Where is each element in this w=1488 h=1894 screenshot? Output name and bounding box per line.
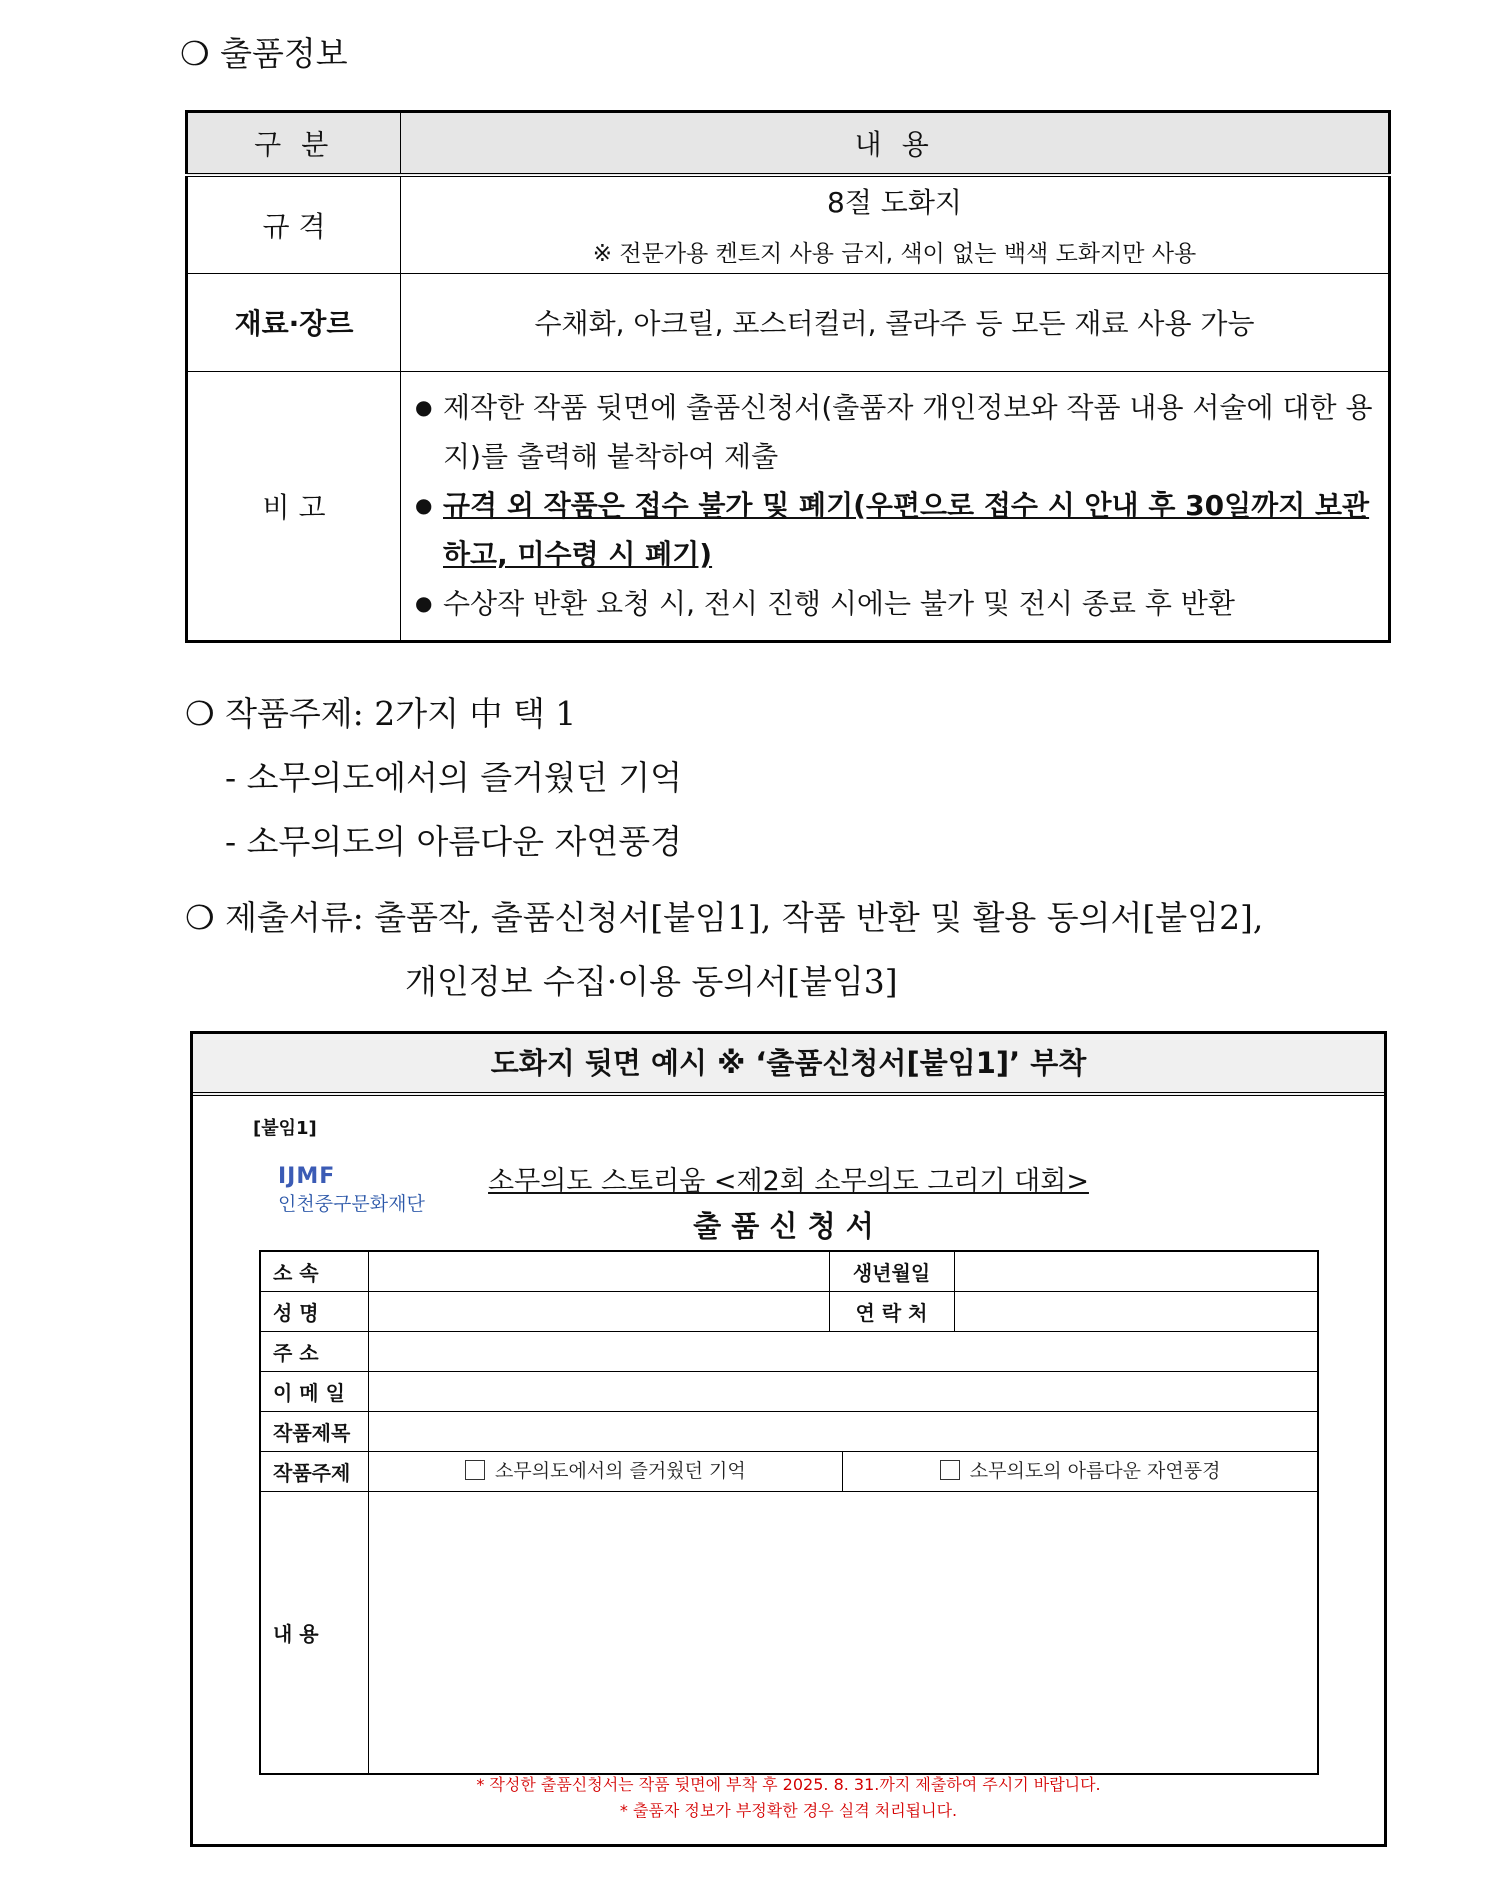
spec-note: ※ 전문가용 켄트지 사용 금지, 색이 없는 백색 도화지만 사용 (592, 241, 1197, 268)
header-category: 구 분 (187, 112, 401, 176)
material-text: 수채화, 아크릴, 포스터컬러, 콜라주 등 모든 재료 사용 가능 (401, 273, 1390, 371)
theme-title: 작품주제: 2가지 中 택 1 (225, 694, 577, 733)
entry-info-table (185, 110, 1391, 643)
logo-text: 인천중구문화재단 (278, 1193, 425, 1215)
remarks-cell (401, 371, 1390, 642)
email-field[interactable] (368, 1372, 1318, 1412)
theme-option-label: 소무의도에서의 즐거웠던 기억 (495, 1460, 746, 1482)
checkbox-icon[interactable] (940, 1460, 960, 1480)
work-title-field[interactable] (368, 1412, 1318, 1452)
form-subtitle: 출품신청서 (693, 1209, 884, 1243)
form-row (260, 1452, 1318, 1492)
form-row (260, 1412, 1318, 1452)
documents-line2: 개인정보 수집·이용 동의서[붙임3] (405, 962, 898, 1001)
table-row-spec (187, 175, 1390, 273)
name-field[interactable] (368, 1292, 829, 1332)
address-label: 주 소 (260, 1332, 368, 1372)
content-field[interactable] (368, 1492, 1318, 1774)
work-title-label: 작품제목 (260, 1412, 368, 1452)
birth-label: 생년월일 (829, 1251, 954, 1292)
section-heading-documents (185, 892, 1263, 939)
work-theme-label: 작품주제 (260, 1452, 368, 1492)
content-label: 내 용 (260, 1492, 368, 1774)
backside-example-box (190, 1031, 1387, 1847)
spec-cell (401, 175, 1390, 273)
birth-field[interactable] (954, 1251, 1318, 1292)
circle-bullet-icon: ❍ (185, 898, 215, 937)
theme-topic: - 소무의도에서의 즐거웠던 기억 (225, 758, 683, 797)
header-content: 내 용 (401, 112, 1390, 176)
form-row (260, 1251, 1318, 1292)
checkbox-icon[interactable] (465, 1460, 485, 1480)
form-row (260, 1492, 1318, 1774)
remark-item: ● 수상작 반환 요청 시, 전시 진행 시에는 불가 및 전시 종료 후 반환 (413, 579, 1374, 628)
form-row (260, 1372, 1318, 1412)
remarks-label: 비 고 (187, 371, 401, 642)
circle-bullet-icon: ❍ (185, 694, 215, 733)
example-title: 도화지 뒷면 예시 ※ ‘출품신청서[붙임1]’ 부착 (193, 1034, 1384, 1096)
theme-option-1[interactable] (369, 1452, 844, 1491)
section-heading-theme (185, 688, 576, 735)
name-label: 성 명 (260, 1292, 368, 1332)
material-label: 재료·장르 (187, 273, 401, 371)
section-title: 출품정보 (220, 34, 348, 73)
footnote-deadline: * 작성한 출품신청서는 작품 뒷면에 부착 후 2025. 8. 31.까지 제출하여 주시기 바랍니다. (476, 1775, 1101, 1794)
remark-item: ● 규격 외 작품은 접수 불가 및 폐기(우편으로 접수 시 안내 후 30일까지 보관하고, 미수령 시 폐기) (413, 481, 1374, 579)
contact-field[interactable] (954, 1292, 1318, 1332)
logo-mark: IJMF (278, 1164, 336, 1189)
theme-option-2[interactable] (843, 1452, 1317, 1491)
spec-label: 규 격 (187, 175, 401, 273)
theme-topic: - 소무의도의 아름다운 자연풍경 (225, 822, 683, 861)
form-row (260, 1332, 1318, 1372)
application-form-table (259, 1250, 1319, 1775)
documents-line1: 제출서류: 출품작, 출품신청서[붙임1], 작품 반환 및 활용 동의서[붙임2], (225, 898, 1264, 937)
attachment-label: [붙임1] (253, 1118, 317, 1139)
table-row-material (187, 273, 1390, 371)
section-heading-entry-info (180, 28, 348, 75)
work-theme-options (368, 1452, 1318, 1492)
remark-item: ● 제작한 작품 뒷면에 출품신청서(출품자 개인정보와 작품 내용 서술에 대한 용지)를 출력해 붙착하여 제출 (413, 383, 1374, 481)
table-header-row (187, 112, 1390, 176)
address-field[interactable] (368, 1332, 1318, 1372)
form-title: 소무의도 스토리움 <제2회 소무의도 그리기 대회> (488, 1166, 1089, 1197)
affiliation-label: 소 속 (260, 1251, 368, 1292)
table-row-remarks (187, 371, 1390, 642)
affiliation-field[interactable] (368, 1251, 829, 1292)
form-row (260, 1292, 1318, 1332)
email-label: 이 메 일 (260, 1372, 368, 1412)
spec-main: 8절 도화지 (827, 186, 962, 220)
theme-option-label: 소무의도의 아름다운 자연풍경 (969, 1460, 1221, 1482)
footnote-disqualify: * 출품자 정보가 부정확한 경우 실격 처리됩니다. (619, 1801, 958, 1820)
contact-label: 연 락 처 (829, 1292, 954, 1332)
circle-bullet-icon: ❍ (180, 34, 210, 73)
